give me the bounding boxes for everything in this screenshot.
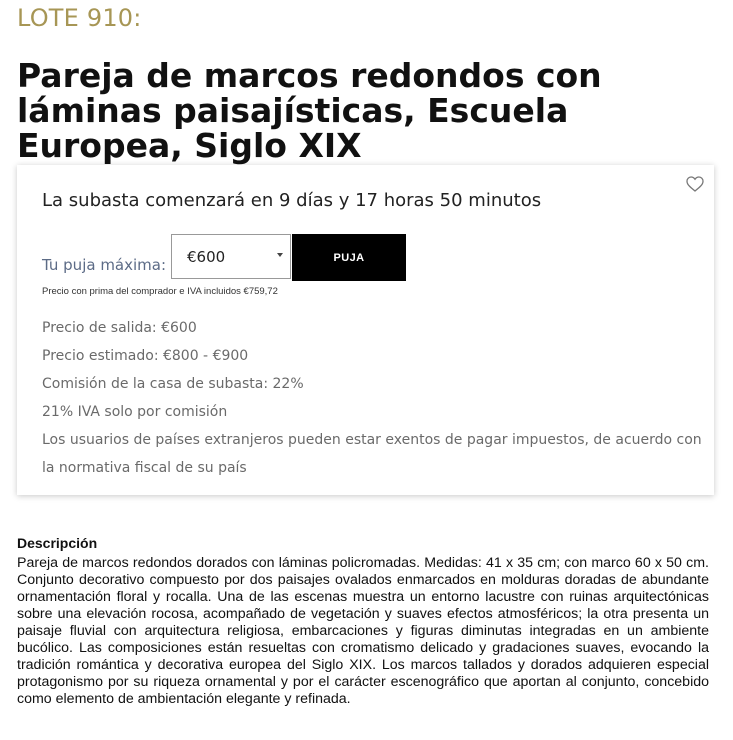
description-body: Pareja de marcos redondos dorados con láminas policromadas. Medidas: 41 x 35 cm; con marco 60 x 50 cm. Conjunto decorativo compuesto por dos paisajes ovalados enmarcados en molduras doradas de abundante ornamentación floral y rocalla. Una de las escenas muestra un entorno lacustre con ruinas arquitectónicas sobre una elevación rocosa, acompañado de vegetación y suaves efectos atmosféricos; la otra presenta un paisaje fluvial con arquitectura religiosa, embarcaciones y figuras diminutas integradas en un ambiente bucólico. Las composiciones están resueltas con cromatismo delicado y gradaciones suaves, evocando la tradición romántica y decorativa europea del Siglo XIX. Los marcos tallados y dorados adquieren especial protagonismo por su riqueza ornamental y por el carácter escenográfico que aportan al conjunto, concebido como elemento de ambientación elegante y refinada. [17,555,709,707]
heart-outline-icon[interactable] [686,176,704,192]
premium-note: Precio con prima del comprador e IVA incluidos €759,72 [42,286,278,297]
max-bid-select[interactable] [171,234,291,279]
starting-price: Precio de salida: €600 [42,320,197,336]
bid-button[interactable]: PUJA [292,234,406,281]
estimated-price: Precio estimado: €800 - €900 [42,348,249,364]
chevron-down-icon [277,253,283,257]
auction-countdown: La subasta comenzará en 9 días y 17 horas 50 minutos [42,190,542,211]
lot-number: LOTE 910: [17,4,142,32]
auction-details [42,314,702,482]
max-bid-label: Tu puja máxima: [42,256,167,274]
max-bid-value: €600 [187,248,226,266]
lot-title: Pareja de marcos redondos con láminas paisajísticas, Escuela Europea, Siglo XIX [17,56,602,165]
house-commission: Comisión de la casa de subasta: 22% [42,376,304,392]
description-heading: Descripción [17,535,98,551]
auction-card [17,165,714,495]
foreign-tax-note: Los usuarios de países extranjeros pueden estar exentos de pagar impuestos, de acuerdo con la normativa fiscal de su país [42,432,702,476]
vat-note: 21% IVA solo por comisión [42,404,228,420]
